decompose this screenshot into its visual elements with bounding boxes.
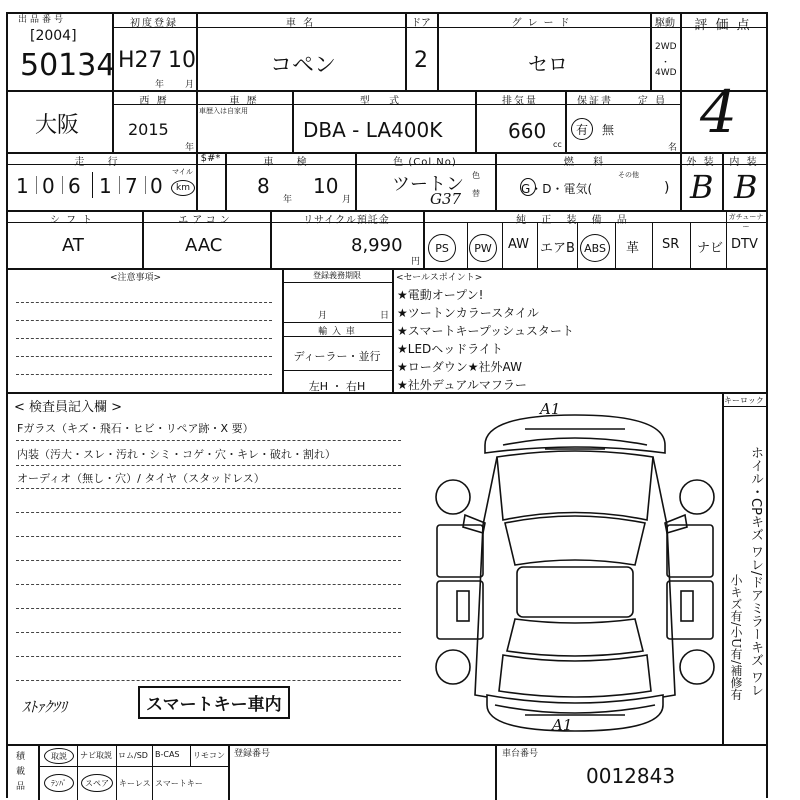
capacity-unit: 名 [668, 143, 678, 153]
displacement-label: 排気量 [502, 96, 538, 107]
inspector-line-interior: 内装（汚大・スレ・汚れ・シミ・コゲ・穴・キレ・破れ・割れ） [17, 448, 336, 461]
import-label: 輸 入 車 [318, 327, 356, 337]
mileage-digit-1: 1 [16, 174, 29, 198]
warranty-yes: 有 [571, 118, 593, 140]
car-diagram [425, 405, 725, 740]
inspection-month-unit: 月 [342, 195, 352, 205]
equip-dtv: DTV [731, 237, 758, 252]
inspector-line-audio: オーディオ（無し・穴）/ タイヤ（スタッドレス） [17, 472, 265, 485]
capacity-label: 定 員 [637, 96, 668, 107]
exterior-value: B [690, 168, 714, 206]
registration-label: 登録義務期限 [313, 271, 361, 280]
item-navi-manual: ナビ取説 [80, 751, 112, 760]
interior-label: 内 装 [729, 157, 759, 168]
diagram-mark-top: A1 [540, 400, 561, 418]
key-lock-text-main: ホイル・CPキズ ワレ/ドアミラーキズ ワレ [748, 446, 763, 697]
chassis-value: 0012843 [586, 764, 676, 788]
equipment-label: 純 正 装 備 品 [516, 215, 633, 226]
inspector-stamp: スマートキー車内 [138, 686, 290, 719]
model-code-label: 型 式 [359, 96, 408, 107]
sales-point-4: ★LEDヘッドライト [397, 342, 503, 356]
shift-value: AT [62, 235, 84, 256]
equip-pw: PW [469, 234, 497, 262]
equip-airbag: エアB [540, 241, 575, 256]
item-bcas: B-CAS [155, 750, 180, 759]
model-year: 2015 [128, 120, 169, 139]
grade-label: グレード [511, 18, 576, 29]
fuel-options: G・D・電気( [521, 182, 593, 196]
doors-label: ドア [411, 18, 431, 29]
equip-aw: AW [508, 237, 530, 252]
recycle-label: リサイクル預託金 [303, 215, 390, 226]
displacement-unit: cc [553, 140, 562, 149]
inspection-year-unit: 年 [283, 195, 293, 205]
sales-point-2: ★ツートンカラースタイル [397, 306, 539, 320]
inspection-label: 車 検 [263, 157, 317, 168]
color-code: G37 [430, 190, 462, 208]
first-reg-year-unit: 年 [155, 80, 165, 90]
fuel-other: その他 [618, 171, 639, 179]
registration-day-unit: 日 [380, 311, 390, 321]
grade-value: セロ [528, 52, 568, 76]
item-slot-1: ﾃﾝﾊﾟ [44, 774, 74, 792]
mileage-digit-4: 1 [99, 174, 112, 198]
inspector-handwritten: ｽﾄｧｸﾂﾘ [22, 698, 68, 716]
equip-ps: PS [428, 234, 456, 262]
color-note-top: 色 [472, 171, 480, 180]
aircon-label: エアコン [178, 215, 234, 226]
drive-sep: ・ [661, 58, 671, 68]
item-spare: スペア [81, 774, 113, 792]
drive-2wd: 2WD [655, 42, 677, 52]
inspector-label: < 検査員記入欄 > [14, 400, 123, 415]
header-label: 出品番号 [18, 15, 67, 25]
item-rom-sd: ロム/SD [118, 751, 148, 760]
drive-label: 駆動 [655, 18, 675, 29]
sales-point-1: ★電動オープン! [397, 288, 484, 302]
mileage-digit-3: 6 [68, 174, 81, 198]
inspection-month: 10 [313, 174, 339, 198]
history-label: 車 歴 [229, 96, 259, 107]
mileage-unit-km: km [171, 180, 195, 196]
import-value: ディーラー・並行 [293, 350, 381, 363]
warranty-no: 無 [602, 123, 615, 137]
lot-year-tag: [2004] [30, 28, 77, 44]
sales-points-label: <セールスポイント> [396, 273, 483, 283]
key-lock-text-sub1: 小キズ有/小U有/補修有 [729, 574, 743, 701]
lot-number: 50134 [20, 48, 116, 83]
equip-leather: 革 [626, 241, 640, 256]
sales-point-3: ★スマートキープッシュスタート [397, 324, 574, 338]
bottom-side-label: 積 載 品 [16, 752, 26, 792]
model-year-unit: 年 [185, 143, 195, 153]
exterior-label: 外 装 [686, 157, 716, 168]
doors-value: 2 [414, 48, 428, 73]
model-year-label: 西 暦 [139, 96, 169, 107]
chassis-label: 車台番号 [502, 749, 539, 759]
first-reg-label: 初度登録 [130, 18, 178, 29]
recycle-value: 8,990 [351, 235, 403, 256]
mileage-label: 走 行 [74, 157, 128, 168]
mileage-unit-mile: マイル [172, 168, 193, 176]
import-steering: 左H ・ 右H [308, 380, 366, 393]
displacement: 660 [508, 119, 547, 143]
fuel-close: ) [664, 180, 670, 196]
diagram-mark-bottom: A1 [552, 716, 573, 734]
sales-point-5: ★ローダウン★社外AW [397, 360, 522, 374]
first-reg-era-year: H27 [118, 48, 163, 73]
tuner-label: ガチューナー [728, 213, 764, 231]
score-value: 4 [700, 78, 737, 146]
inspector-line-glass: Fガラス（キズ・飛石・ヒビ・リペア跡・X 要） [17, 422, 254, 435]
warranty-label: 保証書 [577, 96, 613, 107]
sales-point-6: ★社外デュアルマフラー [397, 378, 527, 392]
mileage-digit-6: 0 [150, 174, 163, 198]
first-reg-month-unit: 月 [185, 80, 195, 90]
recycle-unit: 円 [411, 257, 421, 267]
registration-month-unit: 月 [318, 311, 328, 321]
history-note: 車歴入は自家用 [199, 107, 248, 115]
equip-sr: SR [662, 237, 680, 252]
score-label: 評 価 点 [694, 18, 752, 33]
mileage-digit-2: 0 [42, 174, 55, 198]
first-reg-month: 10 [168, 48, 196, 73]
reg-no-label: 登録番号 [234, 749, 271, 759]
shift-label: シフト [50, 215, 98, 226]
color-value: ツートン [392, 174, 464, 195]
car-name-label: 車 名 [285, 18, 316, 29]
item-remote: リモコン [193, 751, 225, 760]
equip-abs: ABS [580, 234, 610, 262]
item-smartkey: スマートキー [155, 779, 203, 788]
mileage-digit-5: 7 [125, 174, 138, 198]
key-lock-label: キーロック [724, 396, 764, 405]
drive-4wd: 4WD [655, 68, 677, 78]
fuel-label: 燃 料 [563, 157, 612, 168]
inspection-year: 8 [257, 174, 270, 198]
fuel-g-circle [520, 178, 536, 196]
car-name: コペン [270, 53, 337, 78]
region: 大阪 [35, 113, 80, 138]
aircon-value: AAC [185, 235, 223, 256]
item-keyless: キーレス [119, 779, 151, 788]
interior-value: B [734, 168, 758, 206]
model-code: DBA - LA400K [303, 118, 443, 142]
flag-label: $#* [200, 153, 221, 164]
notes-label: <注意事項> [110, 273, 162, 283]
color-note-bottom: 替 [472, 189, 480, 198]
color-label: 色 (Col.No) [393, 157, 457, 168]
item-manual: 取説 [44, 748, 74, 764]
equip-navi: ナビ [697, 241, 724, 256]
